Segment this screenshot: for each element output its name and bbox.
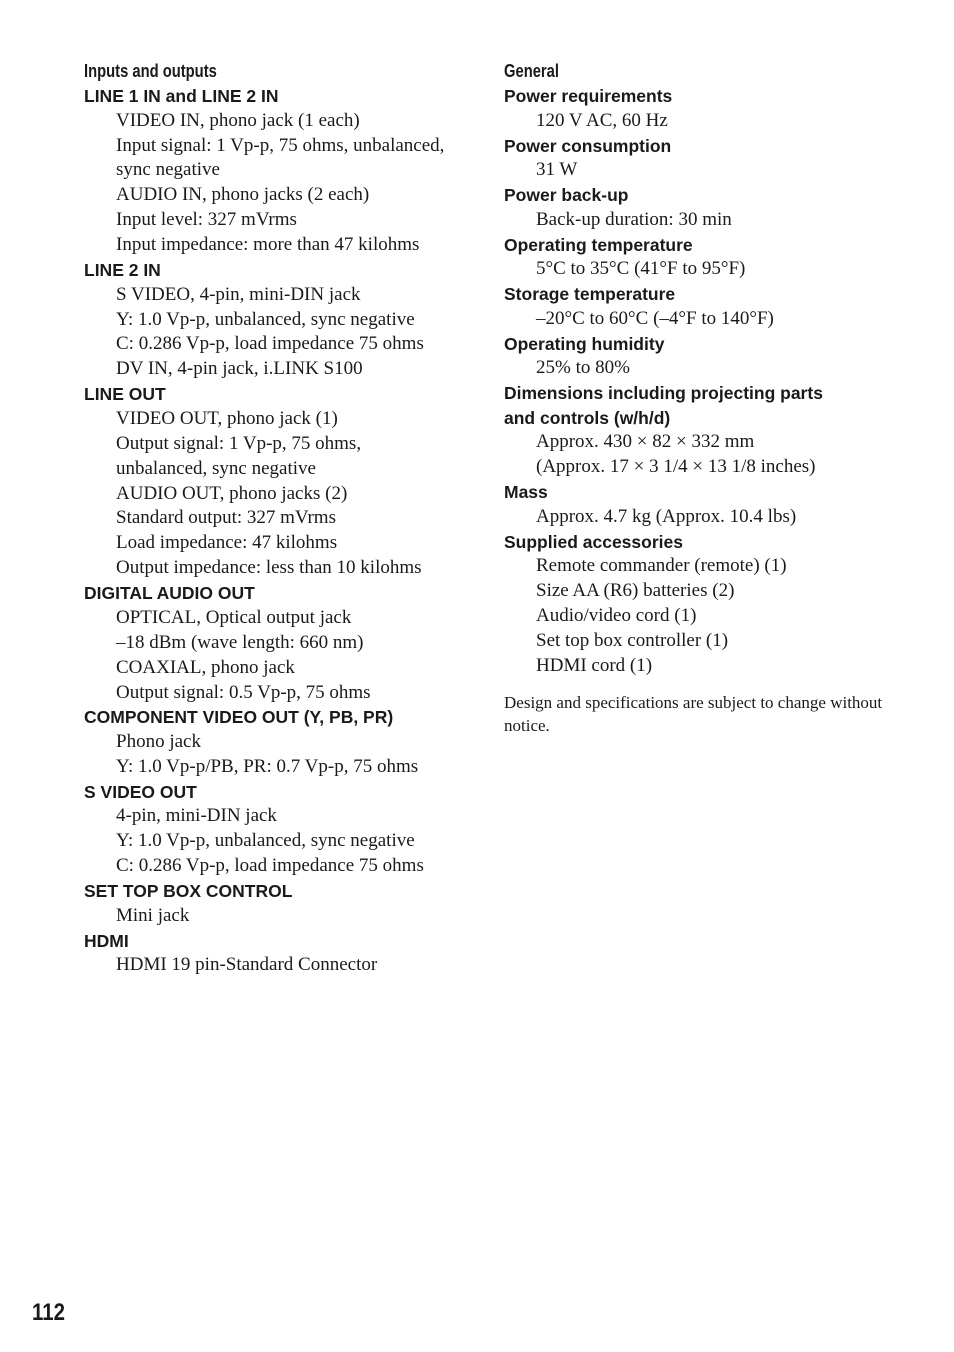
section-title-inputs-outputs: Inputs and outputs [84, 61, 217, 81]
spec-heading: Operating temperature [504, 234, 693, 255]
spec-line: 31 W [536, 159, 578, 181]
spec-line: Output signal: 1 Vp-p, 75 ohms, [116, 432, 362, 454]
spec-group-storage-temperature [504, 282, 924, 332]
spec-line: Y: 1.0 Vp-p, unbalanced, sync negative [116, 830, 415, 852]
spec-heading: Power consumption [504, 135, 672, 156]
spec-group-set-top-box-control [84, 879, 484, 929]
spec-heading: and controls (w/h/d) [504, 407, 671, 428]
spec-line: Remote commander (remote) (1) [536, 555, 787, 577]
spec-group-dimensions [504, 381, 924, 480]
spec-heading: COMPONENT VIDEO OUT (Y, PB, PR) [84, 707, 394, 728]
spec-group-supplied-accessories [504, 530, 924, 679]
spec-line: HDMI 19 pin-Standard Connector [116, 954, 378, 976]
spec-line: Standard output: 327 mVrms [116, 507, 336, 529]
spec-heading: Mass [504, 482, 548, 502]
left-column [84, 56, 484, 978]
spec-line: 25% to 80% [536, 357, 630, 379]
section-title-general: General [504, 61, 559, 81]
spec-line: Y: 1.0 Vp-p, unbalanced, sync negative [116, 308, 415, 330]
spec-line: Approx. 4.7 kg (Approx. 10.4 lbs) [536, 505, 797, 527]
spec-heading: Power requirements [504, 86, 673, 106]
spec-line: Load impedance: 47 kilohms [116, 532, 338, 554]
spec-group-power-backup [504, 183, 924, 233]
spec-heading: LINE 2 IN [84, 260, 161, 281]
spec-line: –18 dBm (wave length: 660 nm) [116, 631, 364, 653]
spec-group-power-consumption [504, 134, 924, 184]
spec-group-mass [504, 480, 924, 530]
spec-line: 120 V AC, 60 Hz [536, 109, 668, 131]
spec-line: Output impedance: less than 10 kilohms [116, 557, 422, 579]
spec-group-operating-humidity [504, 332, 924, 382]
spec-group-s-video-out [84, 780, 484, 879]
spec-line: Mini jack [116, 904, 190, 926]
spec-line: –20°C to 60°C (–4°F to 140°F) [536, 307, 774, 329]
spec-change-notice: Design and specifications are subject to change without notice. [504, 692, 883, 735]
spec-line: sync negative [116, 159, 220, 181]
spec-heading: LINE 1 IN and LINE 2 IN [84, 86, 279, 106]
spec-group-line1-line2-in [84, 84, 484, 258]
spec-line: Approx. 430 × 82 × 332 mm [536, 431, 755, 453]
spec-line: HDMI cord (1) [536, 654, 653, 676]
spec-heading: Power back-up [504, 185, 629, 205]
spec-line: (Approx. 17 × 3 1/4 × 13 1/8 inches) [536, 456, 816, 478]
spec-line: Phono jack [116, 731, 201, 752]
spec-group-power-requirements [504, 84, 924, 134]
spec-group-digital-audio-out [84, 581, 484, 705]
spec-line: Output signal: 0.5 Vp-p, 75 ohms [116, 681, 371, 703]
spec-heading: S VIDEO OUT [84, 781, 197, 802]
spec-line: C: 0.286 Vp-p, load impedance 75 ohms [116, 333, 424, 355]
spec-heading: DIGITAL AUDIO OUT [84, 583, 255, 604]
spec-line: 5°C to 35°C (41°F to 95°F) [536, 258, 746, 280]
spec-heading: HDMI [84, 930, 129, 951]
spec-line: Set top box controller (1) [536, 629, 729, 651]
spec-heading: Supplied accessories [504, 531, 683, 552]
spec-line: Input signal: 1 Vp-p, 75 ohms, unbalanced, [116, 134, 445, 156]
page-number: 112 [32, 1299, 65, 1326]
spec-line: VIDEO IN, phono jack (1 each) [116, 109, 360, 131]
spec-group-line2-in [84, 258, 484, 382]
spec-line: OPTICAL, Optical output jack [116, 606, 352, 628]
spec-line: Y: 1.0 Vp-p/PB, PR: 0.7 Vp-p, 75 ohms [116, 755, 419, 777]
spec-line: AUDIO OUT, phono jacks (2) [116, 482, 348, 504]
spec-group-operating-temperature [504, 233, 924, 283]
spec-group-component-video-out [84, 705, 484, 779]
spec-line: AUDIO IN, phono jacks (2 each) [116, 184, 370, 206]
spec-heading: Storage temperature [504, 284, 676, 304]
spec-line: Audio/video cord (1) [536, 604, 697, 626]
spec-heading: Dimensions including projecting parts [504, 383, 823, 403]
spec-line: unbalanced, sync negative [116, 457, 316, 479]
spec-heading: Operating humidity [504, 333, 665, 354]
spec-line: Back-up duration: 30 min [536, 208, 732, 230]
spec-line: Size AA (R6) batteries (2) [536, 580, 735, 601]
spec-heading: SET TOP BOX CONTROL [84, 881, 293, 902]
spec-line: VIDEO OUT, phono jack (1) [116, 407, 338, 429]
spec-group-hdmi [84, 929, 484, 979]
right-column [504, 56, 924, 737]
spec-line: S VIDEO, 4-pin, mini-DIN jack [116, 283, 361, 305]
spec-line: Input impedance: more than 47 kilohms [116, 234, 420, 256]
spec-line: 4-pin, mini-DIN jack [116, 805, 277, 827]
spec-group-line-out [84, 382, 484, 581]
spec-heading: LINE OUT [84, 384, 166, 405]
spec-line: DV IN, 4-pin jack, i.LINK S100 [116, 358, 363, 380]
spec-line: COAXIAL, phono jack [116, 656, 295, 678]
spec-line: C: 0.286 Vp-p, load impedance 75 ohms [116, 855, 424, 877]
spec-line: Input level: 327 mVrms [116, 209, 297, 231]
